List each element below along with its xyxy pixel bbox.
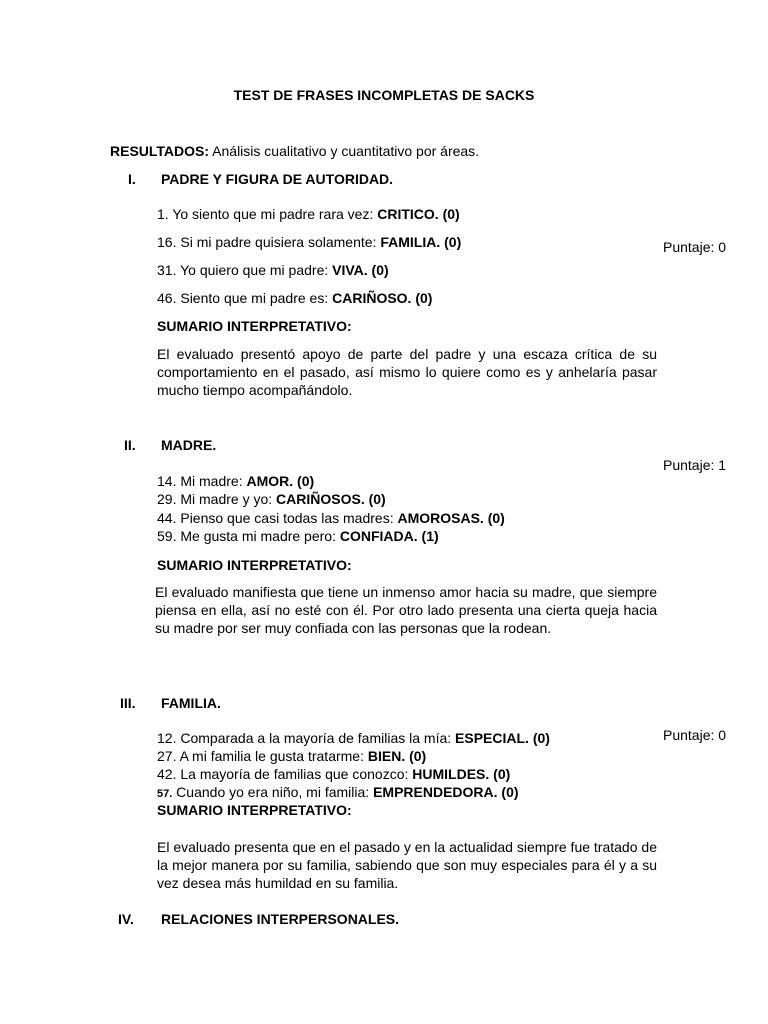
section-title: RELACIONES INTERPERSONALES. [161, 911, 400, 927]
item [157, 261, 389, 279]
score: Puntaje: 0 [663, 727, 727, 743]
item-prefix: 16. Si mi padre quisiera solamente: [157, 234, 381, 250]
item-answer: BIEN. (0) [367, 748, 427, 764]
item [157, 765, 510, 783]
score: Puntaje: 1 [663, 457, 727, 473]
section-numeral: I. [128, 171, 136, 187]
results-label: RESULTADOS: [110, 143, 210, 159]
item [157, 729, 550, 747]
item-answer: AMOR. (0) [246, 473, 315, 489]
summary-heading: SUMARIO INTERPRETATIVO: [157, 318, 352, 334]
section-title: PADRE Y FIGURA DE AUTORIDAD. [161, 171, 394, 187]
section-title: FAMILIA. [161, 695, 221, 711]
item-prefix: 31. Yo quiero que mi padre: [157, 262, 333, 278]
item-prefix: 12. Comparada a la mayoría de familias la mía: [157, 730, 456, 746]
section-numeral: IV. [118, 911, 134, 927]
item-answer: AMOROSAS. (0) [397, 510, 505, 526]
item-number: 57. [157, 788, 173, 800]
item [157, 289, 432, 307]
summary-heading: SUMARIO INTERPRETATIVO: [157, 802, 352, 818]
results-line [110, 142, 479, 160]
results-text: Análisis cualitativo y cuantitativo por áreas. [209, 143, 480, 159]
summary-paragraph: El evaluado manifiesta que tiene un inmenso amor hacia su madre, que siempre piensa en ella, así no esté con él. Por otro lado presenta una cierta queja hacia su madre por ser muy confiada con las personas que la rodean. [155, 584, 657, 636]
item-answer: CARIÑOSOS. (0) [276, 491, 386, 507]
item-prefix: 1. Yo siento que mi padre rara vez: [157, 206, 378, 222]
item-answer: FAMILIA. (0) [380, 234, 462, 250]
item-answer: EMPRENDEDORA. (0) [373, 784, 519, 800]
item [157, 509, 505, 527]
item [157, 527, 439, 545]
item-answer: HUMILDES. (0) [412, 766, 511, 782]
item-answer: VIVA. (0) [332, 262, 389, 278]
item-prefix: 14. Mi madre: [157, 473, 247, 489]
item-prefix: 44. Pienso que casi todas las madres: [157, 510, 398, 526]
item-prefix: 29. Mi madre y yo: [157, 491, 277, 507]
item-prefix: 42. La mayoría de familias que conozco: [157, 766, 413, 782]
score: Puntaje: 0 [663, 239, 727, 255]
section-title: MADRE. [161, 437, 217, 453]
document-title: TEST DE FRASES INCOMPLETAS DE SACKS [233, 87, 535, 103]
item-answer: CRITICO. (0) [377, 206, 460, 222]
item-prefix: 59. Me gusta mi madre pero: [157, 528, 340, 544]
section-numeral: II. [124, 437, 136, 453]
item-prefix: 46. Siento que mi padre es: [157, 290, 333, 306]
summary-heading: SUMARIO INTERPRETATIVO: [157, 557, 352, 573]
item [157, 233, 461, 251]
item-prefix: 27. A mi familia le gusta tratarme: [157, 748, 368, 764]
item [157, 747, 426, 765]
section-numeral: III. [120, 695, 136, 711]
item [157, 205, 460, 223]
item-answer: CONFIADA. (1) [339, 528, 439, 544]
item-answer: ESPECIAL. (0) [455, 730, 550, 746]
item [157, 490, 386, 508]
summary-paragraph: El evaluado presentó apoyo de parte del padre y una escaza crítica de su comportamiento en el pasado, así mismo lo quiere como es y anhelaría pasar mucho tiempo acompañándolo. [157, 346, 657, 398]
summary-paragraph: El evaluado presenta que en el pasado y en la actualidad siempre fue tratado de la mejor manera por su familia, sabiendo que son muy especiales para él y a su vez desea más humildad en su familia. [157, 839, 657, 891]
item-answer: CARIÑOSO. (0) [332, 290, 433, 306]
item [157, 472, 314, 490]
item [157, 783, 519, 803]
item-prefix: Cuando yo era niño, mi familia: [172, 784, 374, 800]
